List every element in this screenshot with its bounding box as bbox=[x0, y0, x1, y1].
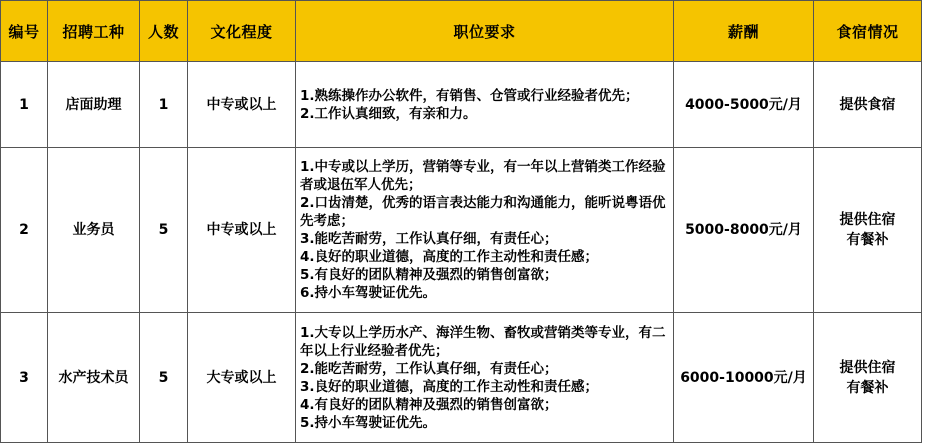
requirement-line: 2.口齿清楚，优秀的语言表达能力和沟通能力，能听说粤语优先考虑； bbox=[300, 195, 666, 229]
header-salary: 薪酬 bbox=[674, 1, 814, 62]
cell-requirements bbox=[296, 148, 674, 313]
cell-id: 2 bbox=[1, 148, 48, 313]
header-id: 编号 bbox=[1, 1, 48, 62]
board-line: 提供食宿 bbox=[839, 96, 896, 113]
cell-position: 店面助理 bbox=[48, 62, 140, 148]
board-line: 有餐补 bbox=[846, 232, 889, 248]
board-line: 提供住宿 bbox=[839, 359, 896, 376]
cell-id: 3 bbox=[1, 313, 48, 443]
cell-position: 水产技术员 bbox=[48, 313, 140, 443]
cell-position: 业务员 bbox=[48, 148, 140, 313]
cell-salary: 4000-5000元/月 bbox=[674, 62, 814, 148]
requirement-line: 3.能吃苦耐劳，工作认真仔细，有责任心； bbox=[300, 231, 558, 247]
cell-education: 中专或以上 bbox=[188, 148, 296, 313]
requirement-line: 5.持小车驾驶证优先。 bbox=[300, 414, 437, 431]
cell-education: 大专或以上 bbox=[188, 313, 296, 443]
requirement-line: 5.有良好的团队精神及强烈的销售创富欲； bbox=[300, 267, 558, 283]
cell-requirements bbox=[296, 313, 674, 443]
cell-requirements bbox=[296, 62, 674, 148]
cell-count: 5 bbox=[140, 148, 188, 313]
cell-count: 1 bbox=[140, 62, 188, 148]
board-line: 提供住宿 bbox=[839, 212, 896, 228]
cell-board bbox=[814, 313, 922, 443]
header-position: 招聘工种 bbox=[48, 1, 140, 62]
cell-count: 5 bbox=[140, 313, 188, 443]
cell-salary: 6000-10000元/月 bbox=[674, 313, 814, 443]
cell-board bbox=[814, 148, 922, 313]
header-education: 文化程度 bbox=[188, 1, 296, 62]
header-requirements: 职位要求 bbox=[296, 1, 674, 62]
requirement-line: 3.良好的职业道德，高度的工作主动性和责任感； bbox=[300, 378, 599, 395]
cell-education: 中专或以上 bbox=[188, 62, 296, 148]
requirement-line: 1.熟练操作办公软件，有销售、仓管或行业经验者优先； bbox=[300, 87, 639, 104]
header-board: 食宿情况 bbox=[814, 1, 922, 62]
header-row bbox=[1, 1, 922, 62]
board-line: 有餐补 bbox=[846, 379, 889, 396]
table-row bbox=[1, 313, 922, 443]
requirement-line: 4.良好的职业道德，高度的工作主动性和责任感； bbox=[300, 249, 599, 265]
cell-board bbox=[814, 62, 922, 148]
requirement-line: 2.能吃苦耐劳，工作认真仔细，有责任心； bbox=[300, 360, 558, 377]
requirement-line: 2.工作认真细致，有亲和力。 bbox=[300, 105, 477, 122]
requirement-line: 1.大专以上学历水产、海洋生物、畜牧或营销类等专业，有二年以上行业经验者优先； bbox=[300, 324, 666, 359]
header-count: 人数 bbox=[140, 1, 188, 62]
cell-id: 1 bbox=[1, 62, 48, 148]
table-row bbox=[1, 62, 922, 148]
cell-salary: 5000-8000元/月 bbox=[674, 148, 814, 313]
requirement-line: 1.中专或以上学历，营销等专业，有一年以上营销类工作经验者或退伍军人优先； bbox=[300, 159, 666, 193]
requirement-line: 6.持小车驾驶证优先。 bbox=[300, 285, 437, 301]
table-row bbox=[1, 148, 922, 313]
requirement-line: 4.有良好的团队精神及强烈的销售创富欲； bbox=[300, 396, 558, 413]
